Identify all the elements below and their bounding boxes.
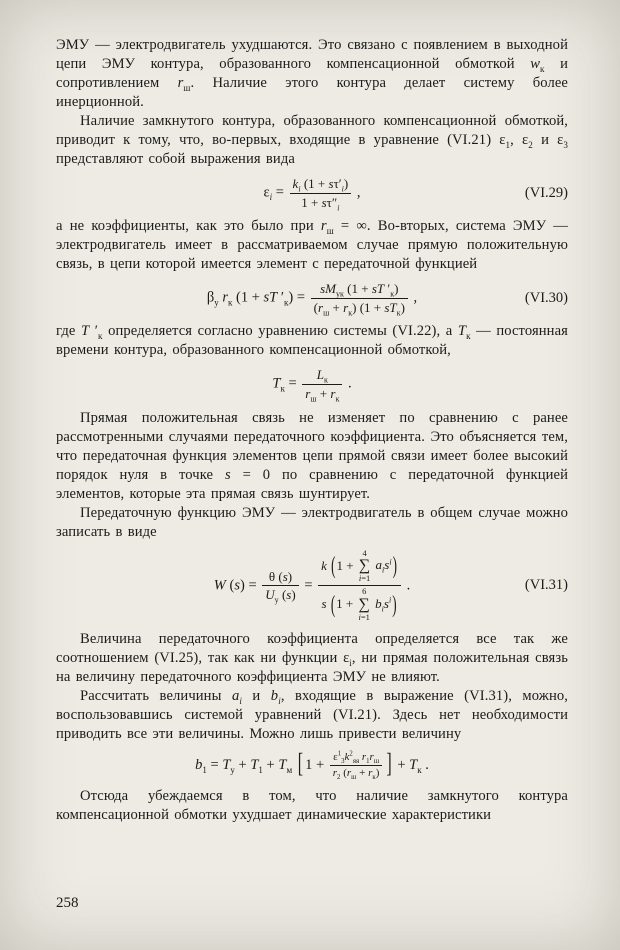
- equation-vi29-body: $\varepsilon_i$ = $\frac{k_i (1 + s\tau'_i)}{1 + s\tau''_i}$ ,: [263, 176, 361, 213]
- paragraph-6: Передаточную функцию ЭМУ — электродвигатель в общем случае можно записать в виде: [56, 504, 568, 540]
- equation-vi31: [56, 549, 568, 623]
- paragraph-3: а не коэффициенты, как это было при $r_ш$ = ∞. Во-вторых, система ЭМУ — электродвигатель имеет в рассматриваемом случае прямую положительную связь, в цепи которой имеется элемент с передаточной функцией: [56, 218, 568, 273]
- equation-vi30: [56, 281, 568, 318]
- equation-vi31-body: W (s) = $\frac{\theta (s)}{U_у (s)}$ = k (1 + 4 ∑ i=1 $a_is^i$) s (1 + 6 ∑ i=1 $b_is^i$) .: [213, 547, 411, 622]
- equation-tk-body: $T_к$ = $\frac{L_к}{r_ш + r_к}$ .: [272, 367, 352, 404]
- equation-vi29-number: (VI.29): [524, 184, 568, 201]
- paragraph-4: где T $'_к$ определяется согласно уравнению системы (VI.22), а $T_к$ — постоянная времени контура, образованного компенсационной обмоткой,: [56, 323, 568, 359]
- equation-tk: [56, 367, 568, 404]
- paragraph-5: Прямая положительная связь не изменяет по сравнению с ранее рассмотренными случаями передаточного коэффициента. Это объясняется тем, что передаточная функция элементов цепи прямой связи имеет более высокий порядок нуля в точке s = 0 по сравнению с передаточной функцией элементов, которые эта прямая связь шунтирует.: [56, 409, 568, 502]
- paragraph-1: ЭМУ — электродвигатель ухудшаются. Это связано с появлением в выходной цепи ЭМУ контура, образованного компенсационной обмоткой $w_к$ и сопротивлением $r_ш$. Наличие этого контура делает систему более инерционной.: [56, 37, 568, 110]
- paragraph-9: Отсюда убеждаемся в том, что наличие замкнутого контура компенсационной обмотки ухудшает динамические характеристики: [56, 788, 568, 823]
- paragraph-7: Величина передаточного коэффициента определяется все так же соотношением (VI.25), так как ни функции $\varepsilon_i$, ни прямая положительная связь на величину передаточного коэффициента ЭМУ не влияют.: [56, 630, 568, 685]
- equation-vi31-number: (VI.31): [524, 577, 568, 594]
- equation-vi29: [56, 176, 568, 213]
- equation-b1-body: $b_1 = T_у + T_1 + T_м$ [ 1 + $\frac{\varepsilon^1_3k^2_{яя} r_1r_ш}{r_2 (r_ш + r_к)}$ ] + $T_к$ .: [195, 749, 429, 781]
- equation-b1: [56, 751, 568, 780]
- page-number: 258: [56, 895, 79, 911]
- equation-vi30-body: $\beta_у$ $r_к$ (1 + sT $'_к$) = $\frac{sM_{ук} (1 + sT '_к)}{(r_ш + r_к) (1 + sT_к)}$ ,: [206, 281, 418, 318]
- paragraph-2: Наличие замкнутого контура, образованного компенсационной обмоткой, приводит к тому, что, во-первых, входящие в уравнение (VI.21) $\varepsilon_1$, $\varepsilon_2$ и $\varepsilon_3$ представляют собой выражения вида: [56, 113, 568, 167]
- equation-vi30-number: (VI.30): [524, 289, 568, 306]
- paragraph-8: Рассчитать величины $a_i$ и $b_i$, входящие в выражение (VI.31), можно, воспользовавшись системой уравнений (VI.21). Здесь нет необходимости приводить все эти величины. Можно лишь привести величину: [56, 687, 569, 742]
